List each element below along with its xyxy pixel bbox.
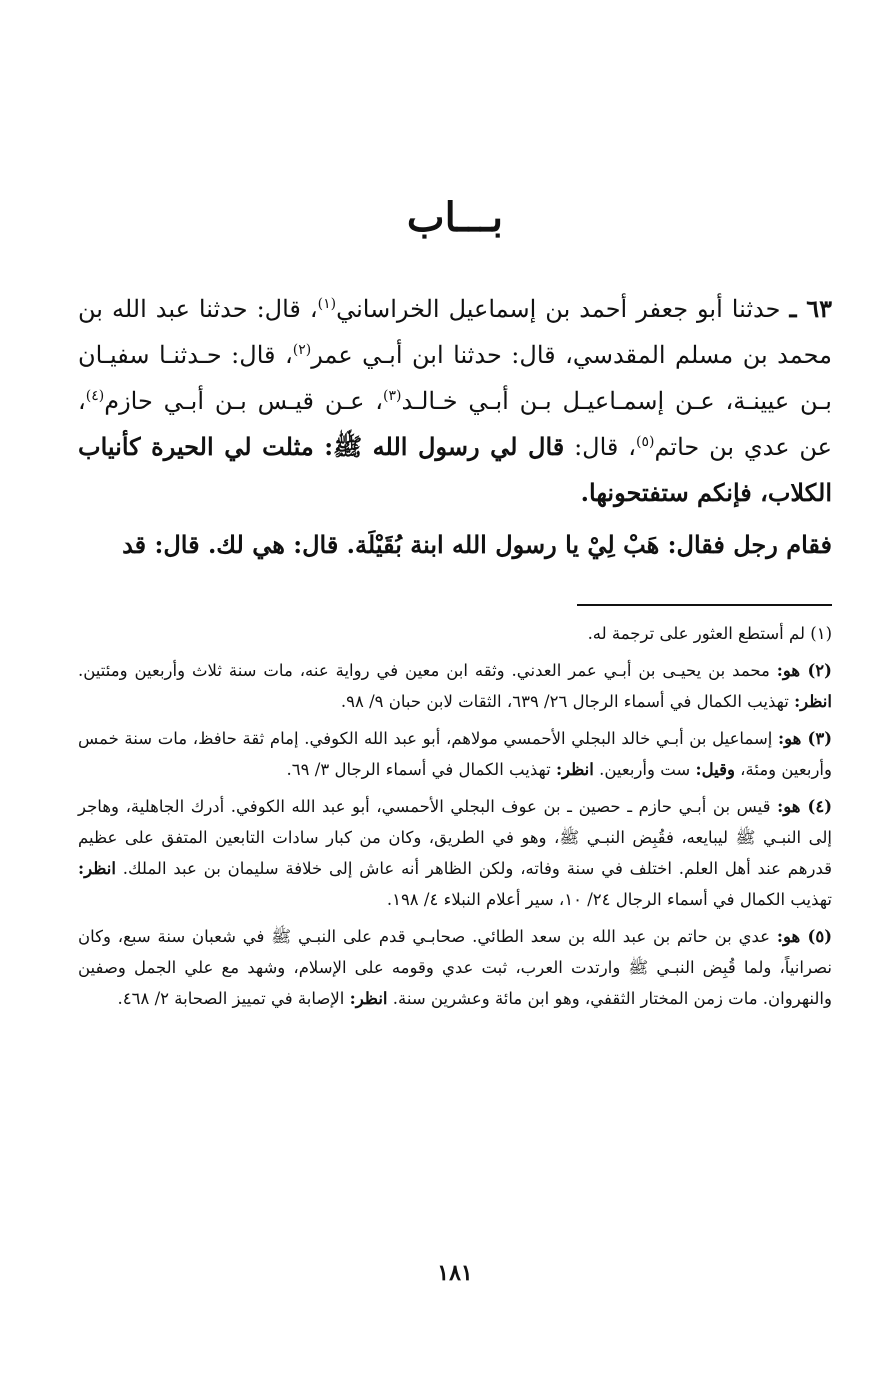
footnote-text: عدي بن حاتم بن عبد الله بن سعد الطائي. صحابـي قدم على النبـي ﷺ في شعبان سنة سبع، وكان نصرانياً، ولما قُبِض النبـي ﷺ وارتدت العرب، ثبت عدي وقومه على الإسلام، وشهد مع علي الجمل وصفين والنهروان. مات زمن المختار الثقفي، وهو ابن مائة وعشرين سنة. [78,927,832,1008]
hadith-text-part: ، عن عدي بن حاتم [78,387,832,461]
footnote-5 [78,921,832,1014]
footnote-text: إسماعيل بن أبـي خالد البجلي الأحمسي مولاهم، أبو عبد الله الكوفي. إمام ثقة حافظ، مات سنة خمس وأربعين ومئة، [78,729,832,779]
prophetic-saying: قال لي رسول الله ﷺ: مثلت لي الحيرة كأنياب الكلاب، فإنكم ستفتحونها. [78,432,832,507]
footnote-3 [78,723,832,785]
hadith-text-part: ، عـن قيـس بـن أبـي حازم [104,387,384,415]
footnotes [78,618,832,1020]
see-label: انظر: [349,989,388,1008]
footnote-lead: (٥) هو: [776,927,832,946]
footnote-text: قيس بن أبـي حازم ـ حصين ـ بن عوف البجلي الأحمسي، أبو عبد الله الكوفي. أدرك الجاهلية، وهاجر إلى النبـي ﷺ ليبايعه، فقُبِض النبـي ﷺ، وهو في الطريق، وكان من كبار سادات التابعين المتفق على عظيم قدرهم عند أهل العلم. اختلف في سنة وفاته، ولكن الظاهر أنه عاش إلى خلافة سليمان بن عبد الملك. [78,797,833,878]
see-label: انظر: [794,692,832,711]
footnote-text: ست وأربعين. [599,760,691,779]
footnote-1: (١) لم أستطع العثور على ترجمة له. [587,624,832,643]
hadith-text-part: ، قال: [574,433,636,461]
hadith-number: ٦٣ ـ [789,294,833,323]
hadith-text-part: ، قال: حـدثنـا سفيـان بـن عيينـة، عـن إسمـاعيـل بـن أبـي خـالـد [78,341,832,415]
footnote-text: الإصابة في تمييز الصحابة ٢/ ٤٦٨. [117,989,345,1008]
chapter-title: بـــاب [406,194,504,241]
footnote-lead: (٣) هو: [778,729,832,748]
footnote-4 [78,791,832,915]
hadith-text-part: ، قال: حدثنا عبد الله بن محمد بن مسلم المقدسي، قال: حدثنا ابن أبـي عمر [78,295,832,369]
footnote-lead: (٢) هو: [776,661,832,680]
footnote-lead: (٤) هو: [777,797,832,816]
hadith-text [78,286,832,568]
see-label: انظر: [78,859,116,878]
footnote-text: تهذيب الكمال في أسماء الرجال ٢٤/ ١٠، سير أعلام النبلاء ٤/ ١٩٨. [386,890,832,909]
alt-label: وقيل: [695,760,735,779]
hadith-text-part: حدثنا أبو جعفر أحمد بن إسماعيل الخراساني [336,295,781,323]
footnote-text: محمد بن يحيـى بن أبـي عمر العدني. وثقه ابن معين في رواية عنه، مات سنة ثلاث وأربعين ومئتين. [78,661,770,680]
footnote-ref: (٢) [292,342,312,358]
book-page [78,0,832,1383]
footnote-ref: (٣) [383,388,402,404]
page-number: ١٨١ [437,1260,473,1286]
hadith-continuation: فقام رجل فقال: هَبْ لِيْ يا رسول الله ابنة بُقَيْلَة. قال: هي لك. قال: قد [122,530,832,559]
see-label: انظر: [555,760,594,779]
footnote-text: تهذيب الكمال في أسماء الرجال ٣/ ٦٩. [286,760,551,779]
footnote-ref: (٥) [635,434,655,450]
hadith-paragraph [78,286,832,516]
footnote-separator [577,604,832,606]
footnote-ref: (١) [317,296,337,312]
footnote-ref: (٤) [85,388,105,404]
footnote-text: تهذيب الكمال في أسماء الرجال ٢٦/ ٦٣٩، الثقات لابن حبان ٩/ ٩٨. [340,692,789,711]
footnote-2 [78,655,832,717]
